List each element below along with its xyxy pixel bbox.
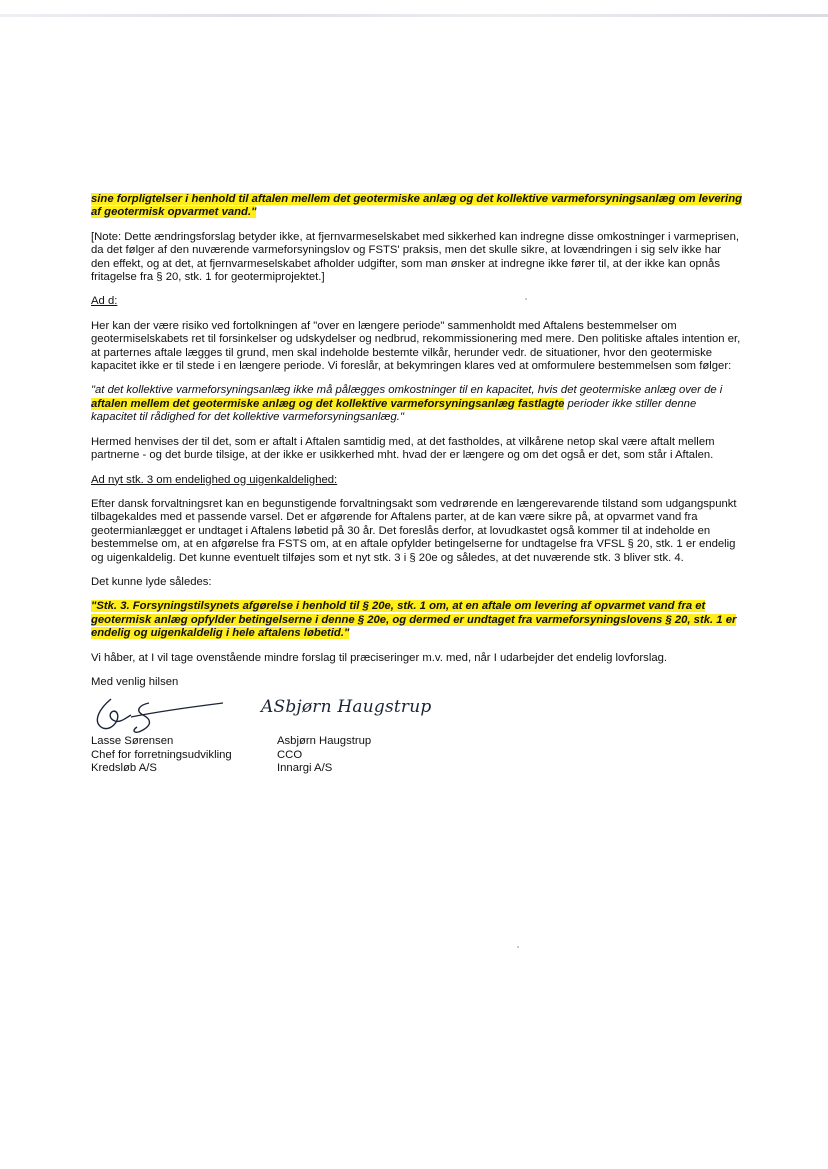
signatory-company: Innargi A/S: [277, 762, 333, 775]
signatory-name: Lasse Sørensen: [91, 735, 174, 748]
signatory-right: [277, 735, 371, 775]
paragraph-obligations: sine forpligtelser i henhold til aftalen mellem det geotermiske anlæg og det kollektive varmeforsyningsanlæg om levering af geotermisk opvarmet vand.": [91, 193, 742, 219]
heading-ad-d: Ad d:: [91, 295, 118, 308]
handwritten-signature-right: ASbjørn Haugstrup: [261, 697, 432, 718]
scan-edge: [0, 14, 828, 17]
signatory-name: Asbjørn Haugstrup: [277, 735, 372, 748]
signatory-left: [91, 735, 232, 775]
paragraph-ad-d: Her kan der være risiko ved fortolkningen af "over en længere periode" sammenholdt med Aftalens bestemmelser om geotermiselskabets ret til forsinkelser og udskydelser og nedbrud, rekommissionering med mere. Den politiske aftales intention er, at parternes aftale lægges til grund, men skal indeholde bestemte vilkår, herunder vedr. de situationer, hvor den geotermiske kapacitet ikke er til stede i en længere periode. Vi foreslår, at bekymringen klares ved at omformulere bestemmelsen som følger:: [91, 319, 741, 373]
paragraph-stk3-proposal: "Stk. 3. Forsyningstilsynets afgørelse i henhold til § 20e, stk. 1 om, at en aftale om levering af opvarmet vand fra et geotermisk anlæg opfylder betingelserne i denne § 20e, og dermed er undtaget fra varmeforsyningslovens § 20, stk. 1 er endelig og uigenkaldelig i hele aftalens løbetid.": [91, 600, 737, 640]
heading-ad-nyt-stk3: Ad nyt stk. 3 om endelighed og uigenkaldelighed:: [91, 473, 338, 486]
signature-area: [91, 691, 743, 791]
closing: Med venlig hilsen: [91, 675, 179, 688]
paragraph-vi-haber: Vi håber, at I vil tage ovenstående mindre forslag til præciseringer m.v. med, når I udarbejder det endelig lovforslag.: [91, 651, 668, 664]
signatory-title: CCO: [277, 748, 303, 761]
letter-body: [91, 193, 743, 791]
paragraph-note: [Note: Dette ændringsforslag betyder ikke, at fjernvarmeselskabet med sikkerhed kan indregne disse omkostninger i varmeprisen, da det følger af den nuværende varmeforsyningslov og FSTS' praksis, men det skulle sikre, at lovændringen i sig selv ikke har den effekt, og at det, at fjernvarmeselskabet afholder udgifter, som man ønsker at indregne ikke fører til, at der ikke kan opnås fritagelse fra § 20, stk. 1 for geotermiprojektet.]: [91, 230, 739, 284]
paragraph-det-kunne: Det kunne lyde således:: [91, 575, 212, 588]
signatory-company: Kredsløb A/S: [91, 762, 157, 775]
handwritten-signature-left: [91, 691, 231, 735]
signatory-title: Chef for forretningsudvikling: [91, 748, 232, 761]
scan-speck: [517, 946, 519, 948]
paragraph-hermed: Hermed henvises der til det, som er aftalt i Aftalen samtidig med, at det fastholdes, at vilkårene netop skal være aftalt mellem partnerne - og det burde tilsige, at der ikke er usikkerhed mht. hvad der er længere og om det også er det, som står i Aftalen.: [91, 435, 715, 462]
paragraph-proposed-wording: "at det kollektive varmeforsyningsanlæg ikke må pålægges omkostninger til en kapacitet, hvis det geotermiske anlæg over de i aftalen mellem det geotermiske anlæg og det kollektive varmeforsyningsanlæg fastlagte perioder ikke stiller denne kapacitet til rådighed for det kollektive varmeforsyningsanlæg.": [91, 384, 723, 424]
paragraph-efter: Efter dansk forvaltningsret kan en begunstigende forvaltningsakt som vedrørende en længerevarende tilstand som udgangspunkt tilbagekaldes med et passende varsel. Det er afgørende for Aftalens parter, at de kan være sikre på, at opvarmet vand fra geotermianlægget er undtaget i Aftalens løbetid på 30 år. Det foreslås derfor, at lovudkastet også kommer til at indeholde en bestemmelse om, at en afgørelse fra FSTS om, at en aftale opfylder betingelserne for undtagelse fra VFSL § 20, stk. 1 er endelig og uigenkaldelig. Det kunne eventuelt tilføjes som et nyt stk. 3 i § 20e og således, at det nuværende stk. 3 bliver stk. 4.: [91, 497, 737, 564]
